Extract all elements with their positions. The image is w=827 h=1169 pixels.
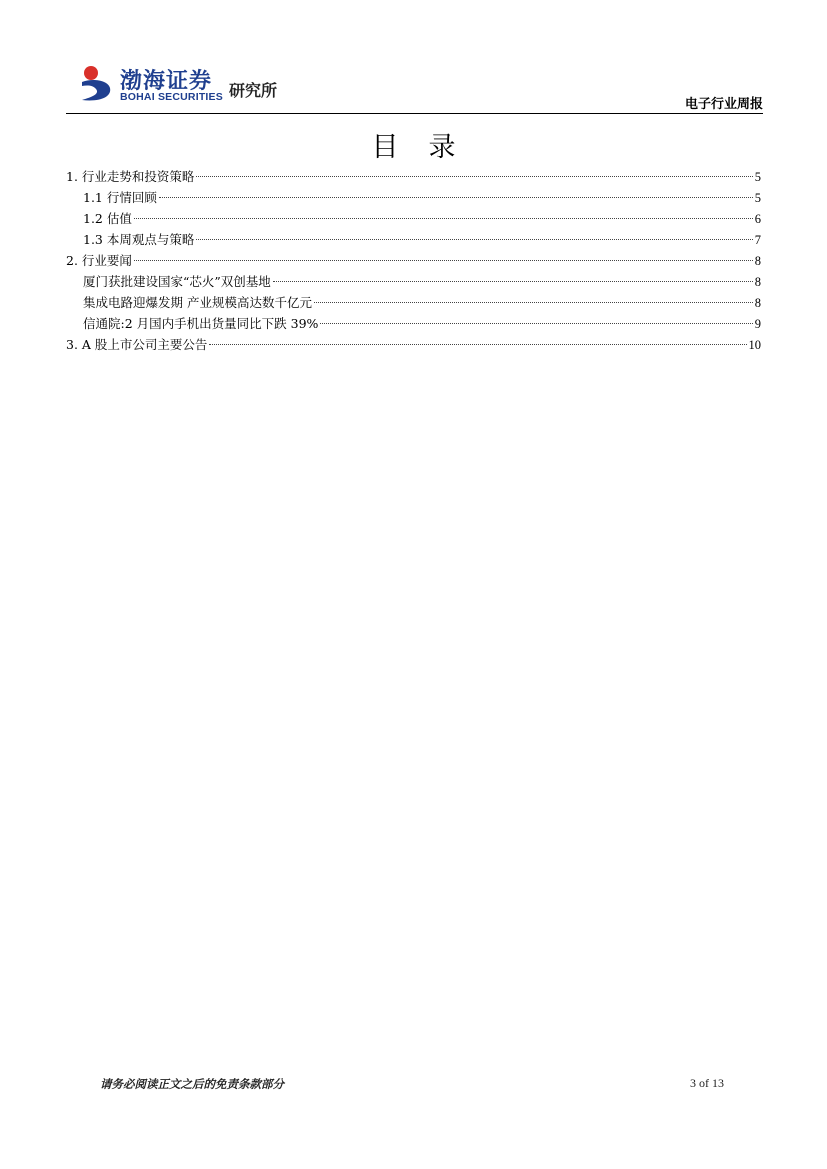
institute-label: 研究所	[229, 81, 278, 100]
toc-entry-page[interactable]: 8	[754, 296, 761, 310]
toc-entry-page[interactable]: 8	[754, 254, 761, 268]
toc-dot-leader	[273, 281, 753, 282]
toc-dot-leader	[159, 197, 753, 198]
toc-entry-label[interactable]: 3. A 股上市公司主要公告	[66, 337, 208, 352]
toc-entry-page[interactable]: 8	[754, 275, 761, 289]
bohai-logo-icon	[78, 64, 114, 104]
toc-entry[interactable]	[66, 271, 761, 292]
table-of-contents	[66, 166, 761, 355]
toc-entry-page[interactable]: 5	[754, 191, 761, 205]
toc-entry[interactable]	[66, 187, 761, 208]
toc-entry[interactable]	[66, 292, 761, 313]
toc-entry-page[interactable]: 10	[748, 338, 761, 352]
toc-entry[interactable]	[66, 166, 761, 187]
toc-entry-page[interactable]: 6	[754, 212, 761, 226]
toc-entry-label[interactable]: 1. 行业走势和投资策略	[66, 169, 195, 184]
toc-entry-page[interactable]: 5	[754, 170, 761, 184]
footer-disclaimer: 请务必阅读正文之后的免责条款部分	[100, 1077, 284, 1091]
toc-dot-leader	[196, 239, 752, 240]
toc-dot-leader	[320, 323, 752, 324]
logo-english-name: BOHAI SECURITIES	[120, 91, 223, 103]
toc-entry-label[interactable]: 1.2 估值	[83, 211, 132, 226]
toc-dot-leader	[209, 344, 746, 345]
toc-entry[interactable]	[66, 229, 761, 250]
toc-dot-leader	[314, 302, 753, 303]
toc-entry-label[interactable]: 2. 行业要闻	[66, 253, 132, 268]
toc-dot-leader	[196, 176, 752, 177]
toc-entry-label[interactable]: 厦门获批建设国家“芯火”双创基地	[83, 274, 271, 289]
toc-dot-leader	[134, 260, 753, 261]
footer-page-number: 3 of 13	[690, 1076, 724, 1090]
toc-entry-label[interactable]: 信通院:2 月国内手机出货量同比下跌 39%	[83, 316, 319, 331]
report-type: 电子行业周报	[684, 97, 763, 112]
toc-entry[interactable]	[66, 250, 761, 271]
toc-entry[interactable]	[66, 334, 761, 355]
header-divider	[66, 113, 763, 114]
toc-dot-leader	[134, 218, 753, 219]
toc-entry-label[interactable]: 1.3 本周观点与策略	[83, 232, 195, 247]
toc-entry[interactable]	[66, 313, 761, 334]
logo-chinese-name: 渤海证券	[120, 69, 213, 94]
toc-entry-label[interactable]: 集成电路迎爆发期 产业规模高达数千亿元	[83, 295, 312, 310]
toc-title: 目录	[371, 132, 486, 163]
page-header	[66, 58, 763, 114]
toc-entry[interactable]	[66, 208, 761, 229]
toc-entry-page[interactable]: 9	[754, 317, 761, 331]
toc-entry-page[interactable]: 7	[754, 233, 761, 247]
toc-entry-label[interactable]: 1.1 行情回顾	[83, 190, 157, 205]
